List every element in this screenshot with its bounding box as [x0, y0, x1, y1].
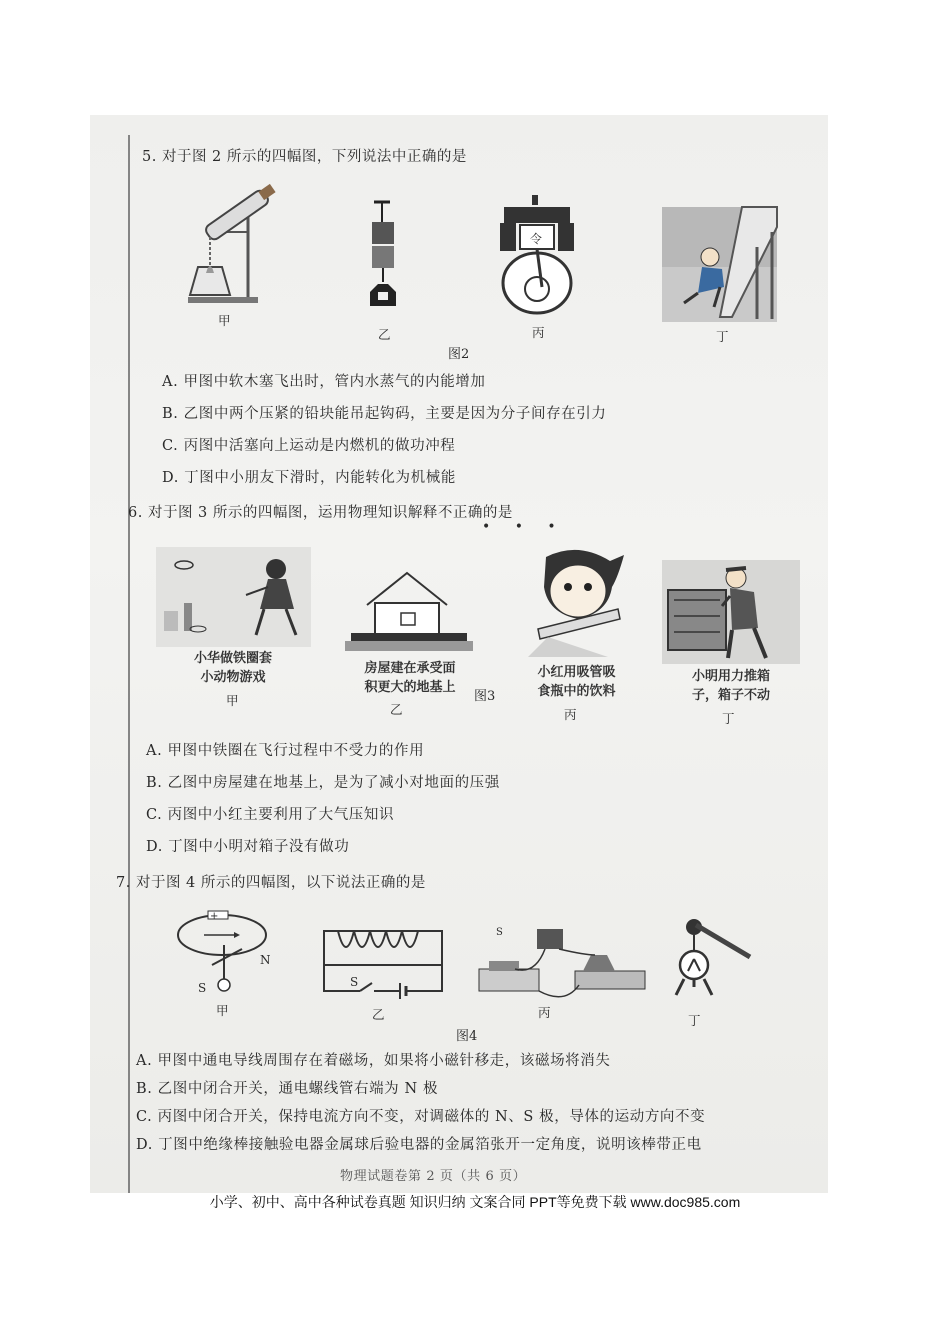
fig4-jia-plus: + — [210, 911, 219, 922]
fig2-label-bing: 丙 — [532, 325, 545, 340]
fig3-jia-text — [158, 649, 308, 687]
fig3-ding-pushing-box-illustration — [662, 560, 800, 664]
fig3-bing-text — [504, 663, 649, 701]
fig4-bing-s-label: S — [496, 927, 503, 938]
fig3-jia-ring-toss-illustration — [156, 547, 311, 647]
fig4-label-jia: 甲 — [216, 1003, 229, 1018]
fig3-label-jia: 甲 — [226, 693, 239, 708]
fig3-ding-text-line-1: 小明用力推箱 — [691, 669, 770, 684]
fig3-bing-straw-drinking-illustration — [508, 547, 648, 657]
fig3-bing-text-line-1: 小红用吸管吸 — [537, 665, 616, 680]
q5-option-d: D. 丁图中小朋友下滑时，内能转化为机械能 — [162, 470, 456, 486]
fig3-yi-house-foundation-illustration — [345, 567, 475, 652]
fig3-label-ding: 丁 — [722, 711, 735, 726]
fig2-label-jia: 甲 — [218, 313, 231, 328]
fig3-label-yi: 乙 — [390, 702, 403, 717]
fig3-jia-text-line-1: 小华做铁圈套 — [193, 651, 272, 666]
fig2-jia-test-tube-illustration — [180, 177, 290, 312]
question-7-stem: 7. 对于图 4 所示的四幅图，以下说法正确的是 — [116, 875, 426, 891]
site-footer-banner: 小学、初中、高中各种试卷真题 知识归纳 文案合同 PPT等免费下载 www.doc985.com — [209, 1194, 741, 1210]
fig2-label-ding: 丁 — [716, 329, 729, 344]
fig3-yi-text-line-1: 房屋建在承受面 — [364, 661, 456, 676]
scan-page-number: 物理试题卷第 2 页（共 6 页） — [340, 1169, 527, 1184]
binding-margin-line — [128, 135, 130, 1193]
fig4-label-ding: 丁 — [688, 1013, 701, 1028]
fig3-ding-text — [662, 667, 800, 705]
q7-option-b: B. 乙图中闭合开关，通电螺线管右端为 N 极 — [136, 1081, 439, 1097]
fig2-bing-engine-illustration — [492, 195, 582, 320]
scanned-exam-page — [90, 115, 828, 1193]
fig2-ding-slide-illustration — [662, 207, 777, 322]
fig3-jia-text-line-2: 小动物游戏 — [200, 670, 266, 685]
q6-option-d: D. 丁图中小明对箱子没有做功 — [146, 839, 350, 855]
fig3-label-bing: 丙 — [564, 707, 577, 722]
q6-option-c: C. 丙图中小红主要利用了大气压知识 — [146, 807, 395, 823]
q6-option-b: B. 乙图中房屋建在地基上，是为了减小对地面的压强 — [146, 775, 500, 791]
svg-text:令: 令 — [530, 232, 543, 246]
question-6-stem: 6. 对于图 3 所示的四幅图，运用物理知识解释不正确的是 — [128, 505, 513, 521]
q7-option-a: A. 甲图中通电导线周围存在着磁场，如果将小磁针移走，该磁场将消失 — [136, 1053, 611, 1069]
fig4-jia-wire-compass-diagram — [174, 905, 294, 1005]
emphasis-dots: • • • — [482, 519, 566, 535]
q5-option-a: A. 甲图中软木塞飞出时，管内水蒸气的内能增加 — [162, 374, 486, 390]
question-5-stem: 5. 对于图 2 所示的四幅图，下列说法中正确的是 — [142, 149, 467, 165]
fig4-label-bing: 丙 — [538, 1005, 551, 1020]
q7-option-d: D. 丁图中绝缘棒接触验电器金属球后验电器的金属箔张开一定角度，说明该棒带正电 — [136, 1137, 702, 1153]
q5-option-b: B. 乙图中两个压紧的铅块能吊起钩码，主要是因为分子间存在引力 — [162, 406, 607, 422]
fig4-label-yi: 乙 — [372, 1007, 385, 1022]
fig3-bing-text-line-2: 食瓶中的饮料 — [537, 684, 616, 699]
fig2-yi-lead-blocks-illustration — [360, 200, 410, 320]
fig4-yi-solenoid-circuit-diagram — [320, 923, 450, 1003]
fig3-ding-text-line-2: 子，箱子不动 — [691, 688, 770, 703]
fig4-jia-n-label: N — [260, 953, 271, 967]
fig3-yi-text — [330, 659, 490, 697]
fig2-label-yi: 乙 — [378, 327, 391, 342]
q5-option-c: C. 丙图中活塞向上运动是内燃机的做功冲程 — [162, 438, 456, 454]
fig2-caption: 图2 — [448, 347, 470, 362]
fig4-jia-s-label: S — [198, 981, 207, 995]
fig4-ding-electroscope-illustration — [670, 907, 760, 1007]
q7-option-c: C. 丙图中闭合开关，保持电流方向不变，对调磁体的 N、S 极，导体的运动方向不变 — [136, 1109, 706, 1125]
q6-option-a: A. 甲图中铁圈在飞行过程中不受力的作用 — [146, 743, 425, 759]
fig3-yi-text-line-2: 积更大的地基上 — [364, 680, 456, 695]
fig3-caption: 图3 — [474, 689, 496, 704]
fig4-caption: 图4 — [456, 1029, 478, 1044]
fig4-yi-switch-s-label: S — [350, 975, 359, 989]
